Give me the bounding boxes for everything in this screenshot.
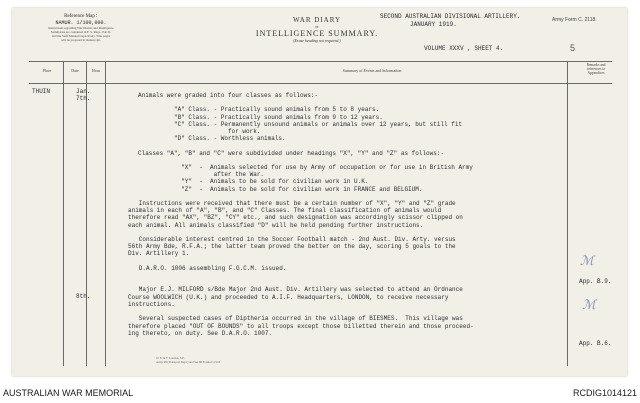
summary-line: instructions. xyxy=(128,300,175,308)
column-place: Place xyxy=(42,68,52,73)
reference-map: Reference Map: NAMUR. 1/100,000. xyxy=(55,13,107,26)
summary-line xyxy=(128,279,474,286)
unit-name: SECOND AUSTRALIAN DIVISIONAL ARTILLERY. xyxy=(380,13,521,20)
summary-line xyxy=(128,308,474,315)
summary-line xyxy=(128,142,474,149)
summary-line: Several suspected cases of Diptheria occurred in the village of BIESMES. This village was xyxy=(128,315,463,323)
summary-line: Div. Artillery 1. xyxy=(128,250,190,258)
summary-line xyxy=(128,157,474,164)
summary-line xyxy=(128,229,474,236)
handwritten-initials: ℳ xyxy=(580,254,594,269)
date-jan-7: Jan. 7th. xyxy=(76,88,91,103)
army-form: Army Form C. 2118. xyxy=(552,17,597,23)
summary-line: "D" Class. - Worthless animals. xyxy=(174,135,286,143)
archive-footer xyxy=(0,386,640,403)
volume-sheet: VOLUME XXXV , SHEET 4. xyxy=(424,45,504,52)
table-header-rule xyxy=(29,83,612,84)
date-8th: 8th. xyxy=(76,293,91,300)
summary-line: "B" Class. - Practically sound animals from 9 to 12 years. xyxy=(174,113,383,121)
summary-line: after the War. xyxy=(174,171,265,179)
summary-line: "Y" - Animals to be sold for civilian work in U.K. xyxy=(174,178,369,186)
archive-name: AUSTRALIAN WAR MEMORIAL xyxy=(3,388,134,398)
summary-line: therefore placed "OUT OF BOUNDS" to all troops except those billetted therein and those proceed- xyxy=(128,322,474,330)
title-intelligence-summary: INTELLIGENCE SUMMARY. xyxy=(255,29,379,38)
summary-line: Instructions were received that there must be a certain number of "X", "Y" and "Z" grade xyxy=(128,200,456,208)
printer-imprint: W. 8. & F. London, S.E. Army 98 (Transport Dept.) and Ser 86 Forms/C/2118 xyxy=(156,356,220,364)
title-or: or xyxy=(315,24,319,29)
summary-line: Considerable interest centred in the Soccer Football match - 2nd Aust. Div. Arty. versus xyxy=(128,236,456,244)
summary-line: ing thereto, on duty. See D.A.R.O. 1007. xyxy=(128,329,273,337)
instructions-line: Summaries are contained in F. S. Regs., Part II. xyxy=(50,30,112,34)
summary-line: therefore read "AX", "BZ", "CY" etc., and such designation was accordingly scissor clipped on xyxy=(128,214,463,222)
summary-text xyxy=(128,92,474,337)
record-id: RCDIG1014121 xyxy=(572,388,637,398)
column-remarks: Remarks and references to Appendices xyxy=(586,63,606,76)
summary-line: Classes "A", "B" and "C" were subdivided under headings "X", "Y" and "Z" as follows:- xyxy=(138,149,445,157)
summary-line: for work. xyxy=(174,128,261,136)
summary-line: animals in each of "A", "B", and "C" Classes. The final classification of animals would xyxy=(128,207,442,215)
summary-line: Animals were graded into four classes as follows:- xyxy=(138,92,319,99)
summary-line: "A" Class. - Practically sound animals from 5 to 8 years. xyxy=(174,106,380,114)
handwritten-initials: ℳ xyxy=(582,298,596,313)
instructions-line: Instructions regarding War Diaries and Intelligence xyxy=(48,26,114,30)
title-war-diary: WAR DIARY xyxy=(292,16,342,24)
page-number: 5 xyxy=(570,43,576,53)
summary-line xyxy=(128,193,474,200)
place-thuin: THUIN xyxy=(32,88,51,95)
appendix-ref-b9: App. B.9. xyxy=(579,278,612,285)
summary-line xyxy=(128,99,474,106)
column-divider xyxy=(105,61,106,366)
column-date: Date xyxy=(71,68,79,73)
title-block xyxy=(242,16,392,43)
summary-line: "C" Class. - Permanently unsound animals or animals over 12 years, but still fit xyxy=(174,120,463,128)
summary-line: D.A.R.O. 1006 assembling F.G.C.M. issued. xyxy=(128,264,287,272)
summary-line: 56th Army Bde, R.F.A.; the latter team proved the better on the day, scoring 5 goals to the xyxy=(128,243,456,251)
table-top-rule xyxy=(29,61,612,62)
appendix-ref-b6: App. B.6. xyxy=(579,340,612,347)
title-note: (Erase heading not required.) xyxy=(293,38,341,43)
summary-line: Major E.J. MILFORD s/Bde Major 2nd Aust. Div. Artillery was selected to attend an Ordnance xyxy=(128,286,463,294)
diary-sheet xyxy=(12,8,627,376)
column-divider xyxy=(86,61,87,366)
column-summary: Summary of Events and Information xyxy=(342,68,402,73)
summary-line: each animal. All animals classified "D" will be held pending further instructions. xyxy=(128,221,424,229)
summary-line xyxy=(128,272,474,279)
reference-block xyxy=(36,13,126,42)
summary-line xyxy=(128,258,474,265)
column-divider xyxy=(567,61,568,366)
column-hour: Hour xyxy=(91,68,101,73)
instructions-line: will be prepared in manuscript. xyxy=(61,38,101,42)
summary-line: "X" - Animals selected for use by Army of occupation or for use in British Army xyxy=(174,164,473,172)
column-divider xyxy=(63,61,64,366)
instructions-line: and the Staff Manual respectively. Title pages xyxy=(51,34,111,38)
summary-line: Course WOOLWICH (U.K.) and proceeded to A.I.F. Headquarters, LONDON, to receive necessary xyxy=(128,293,449,301)
month-year: JANUARY 1919. xyxy=(410,21,457,28)
summary-line: "Z" - Animals to be sold for civilian work in FRANCE and BELGIUM. xyxy=(174,185,423,193)
